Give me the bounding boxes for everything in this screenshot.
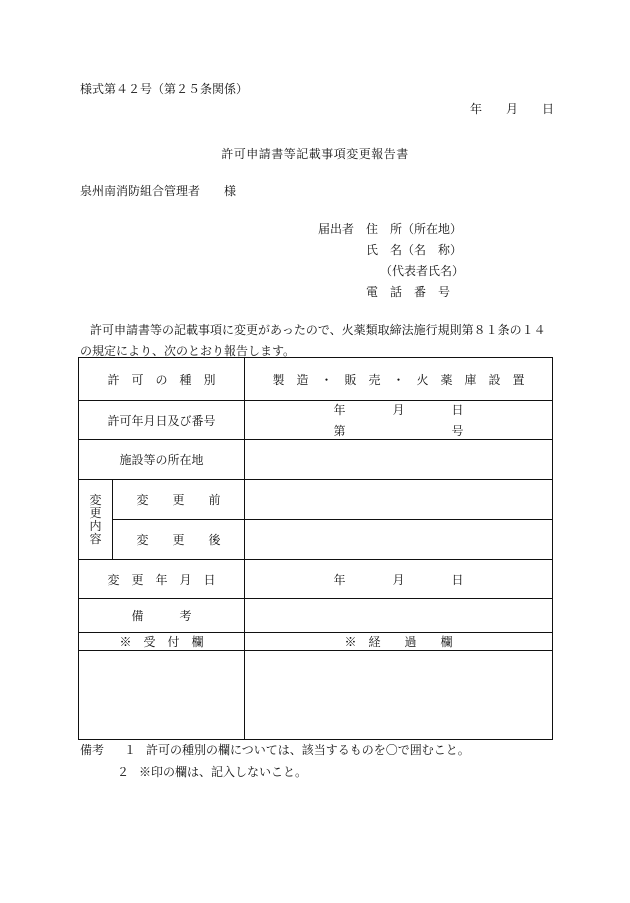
permit-type-value[interactable]: 製 造 ・ 販 売 ・ 火 薬 庫 設 置: [245, 358, 553, 401]
reporter-name: 氏 名（名 称）: [366, 243, 463, 257]
change-date-field[interactable]: [245, 560, 553, 599]
change-before-label: 変 更 前: [113, 480, 245, 520]
form-number: 様式第４２号（第２５条関係）: [80, 82, 249, 96]
remarks-label: 備 考: [79, 599, 245, 633]
change-date-label: 変 更 年 月 日: [79, 560, 245, 599]
row-change-after: [79, 520, 553, 560]
row-office-fields: [79, 651, 553, 740]
change-side-4: 容: [89, 531, 102, 546]
reception-field: [79, 651, 245, 740]
row-permit-date: [79, 401, 553, 440]
permit-date-label: 許可年月日及び番号: [79, 401, 245, 440]
progress-field: [245, 651, 553, 740]
reporter-phone: 電 話 番 号: [366, 285, 451, 299]
reporter-label: 届出者: [318, 222, 355, 236]
header-date: [470, 100, 554, 117]
progress-label: ※ 経 過 欄: [245, 633, 553, 651]
change-date-ymd: [334, 571, 464, 588]
change-content-label: [79, 480, 113, 560]
change-after-label: 変 更 後: [113, 520, 245, 560]
change-before-field[interactable]: [245, 480, 553, 520]
document-title: 許可申請書等記載事項変更報告書: [221, 147, 409, 161]
row-remarks: [79, 599, 553, 633]
permit-dai: 第: [333, 424, 346, 438]
row-change-date: [79, 560, 553, 599]
facility-field[interactable]: [245, 440, 553, 480]
permit-month: 月: [392, 403, 405, 417]
note-2-number: ２: [117, 765, 130, 779]
report-paragraph: 許可申請書等の記載事項に変更があったので、火薬類取締法施行規則第８１条の１４の規定により、次のとおり報告します。: [80, 323, 546, 358]
reception-label: ※ 受 付 欄: [79, 633, 245, 651]
addressee: 泉州南消防組合管理者 様: [80, 184, 237, 198]
permit-go: 号: [451, 424, 464, 438]
note-1-number: １: [124, 743, 137, 757]
change-day: 日: [451, 572, 464, 587]
header-date-day: 日: [542, 102, 555, 116]
row-facility: [79, 440, 553, 480]
change-month: 月: [392, 572, 405, 587]
change-side-1: 変: [89, 492, 102, 507]
note-1-text: 許可の種別の欄については、該当するものを〇で囲むこと。: [146, 743, 470, 757]
change-year: 年: [333, 572, 346, 587]
permit-number: [334, 422, 464, 439]
report-table: [78, 357, 553, 740]
change-side-2: 更: [89, 505, 102, 520]
header-date-month: 月: [506, 102, 519, 116]
change-after-field[interactable]: [245, 520, 553, 560]
remarks-field[interactable]: [245, 599, 553, 633]
note-1: [80, 741, 470, 758]
row-permit-type: [79, 358, 553, 401]
reporter-address: 住 所（所在地）: [366, 222, 463, 236]
header-date-year: 年: [470, 102, 483, 116]
permit-date-field[interactable]: [245, 401, 553, 440]
permit-type-label: 許 可 の 種 別: [79, 358, 245, 401]
row-change-before: [79, 480, 553, 520]
row-office-headers: [79, 633, 553, 651]
permit-year: 年: [333, 403, 346, 417]
notes-heading: 備考: [80, 743, 105, 757]
change-side-3: 内: [89, 518, 102, 533]
permit-date-ymd: [334, 401, 464, 418]
reporter-representative: （代表者氏名）: [380, 264, 465, 278]
note-2: [117, 763, 307, 780]
facility-label: 施設等の所在地: [79, 440, 245, 480]
note-2-text: ※印の欄は、記入しないこと。: [139, 765, 308, 779]
permit-day: 日: [451, 403, 464, 417]
